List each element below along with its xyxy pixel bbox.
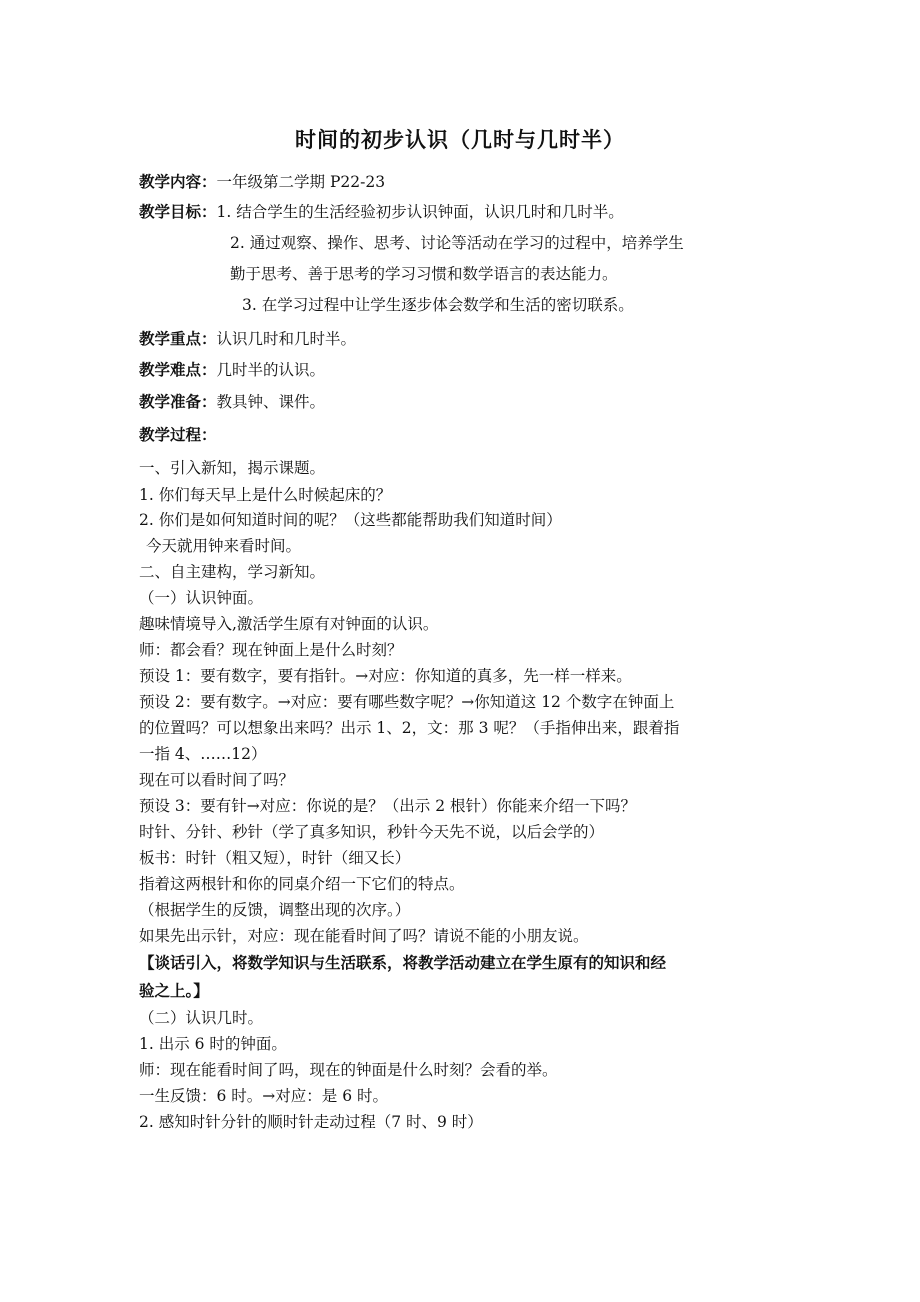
paragraph: 时针、分针、秒针（学了真多知识，秒针今天先不说，以后会学的） [139,823,605,841]
preparation-label: 教学准备： [139,393,217,411]
paragraph: 板书：时针（粗又短），时针（细又长） [139,849,411,867]
preparation-row [139,391,325,413]
section-heading-construct: 二、自主建构，学习新知。 [139,563,326,581]
difficulty-value: 几时半的认识。 [216,361,326,379]
paragraph: 今天就用钟来看时间。 [146,537,302,555]
objective-2-continued: 勤于思考、善于思考的学习习惯和数学语言的表达能力。 [230,265,618,283]
paragraph: 预设 1：要有数字，要有指针。→对应：你知道的真多，先一样一样来。 [139,667,632,685]
objective-1: 1. 结合学生的生活经验初步认识钟面，认识几时和几时半。 [216,203,624,221]
difficulty-row [139,359,325,381]
paragraph: （根据学生的反馈，调整出现的次序。） [139,901,411,919]
difficulty-label: 教学难点： [139,361,217,379]
paragraph: 预设 3：要有针→对应：你说的是？（出示 2 根针）你能来介绍一下吗？ [139,797,636,815]
preparation-value: 教具钟、课件。 [216,393,326,411]
section-heading-intro: 一、引入新知，揭示课题。 [139,459,326,477]
paragraph: 趣味情境导入,激活学生原有对钟面的认识。 [139,615,439,633]
design-note-continued: 验之上。】 [139,982,209,1000]
paragraph: 预设 2：要有数字。→对应：要有哪些数字呢？→你知道这 12 个数字在钟面上 [139,693,675,711]
paragraph: 师：现在能看时间了吗，现在的钟面是什么时刻？会看的举。 [139,1061,558,1079]
key-point-row [139,328,356,350]
content-row [139,171,385,193]
design-note: 【谈话引入，将数学知识与生活联系，将教学活动建立在学生原有的知识和经 [139,954,667,972]
key-point-value: 认识几时和几时半。 [216,330,357,348]
paragraph: 2. 感知时针分针的顺时针走动过程（7 时、9 时） [139,1113,483,1131]
paragraph: 如果先出示针，对应：现在能看时间了吗？请说不能的小朋友说。 [139,927,589,945]
paragraph: 一指 4、……12） [139,745,267,763]
content-label: 教学内容： [139,173,217,191]
subsection-heading-hours: （二）认识几时。 [139,1009,264,1027]
content-value: 一年级第二学期 P22-23 [216,173,386,191]
objectives-label: 教学目标： [139,203,217,221]
paragraph: 的位置吗？可以想象出来吗？出示 1、2，文：那 3 呢？（手指伸出来，跟着指 [139,719,680,737]
paragraph: 2. 你们是如何知道时间的呢？（这些都能帮助我们知道时间） [139,511,562,529]
key-point-label: 教学重点： [139,330,217,348]
paragraph: 现在可以看时间了吗？ [139,771,295,789]
paragraph: 师：都会看？现在钟面上是什么时刻？ [139,641,403,659]
objective-3: 3. 在学习过程中让学生逐步体会数学和生活的密切联系。 [242,296,634,314]
objective-2: 2. 通过观察、操作、思考、讨论等活动在学习的过程中，培养学生 [230,234,684,252]
subsection-heading-clock-face: （一）认识钟面。 [139,589,264,607]
paragraph: 一生反馈：6 时。→对应：是 6 时。 [139,1087,388,1105]
paragraph: 1. 你们每天早上是什么时候起床的？ [139,486,392,504]
paragraph: 1. 出示 6 时的钟面。 [139,1035,287,1053]
document-title: 时间的初步认识（几时与几时半） [295,128,625,152]
paragraph: 指着这两根针和你的同桌介绍一下它们的特点。 [139,875,465,893]
objectives-row [139,201,624,223]
process-row [139,424,217,446]
process-label: 教学过程： [139,426,217,444]
